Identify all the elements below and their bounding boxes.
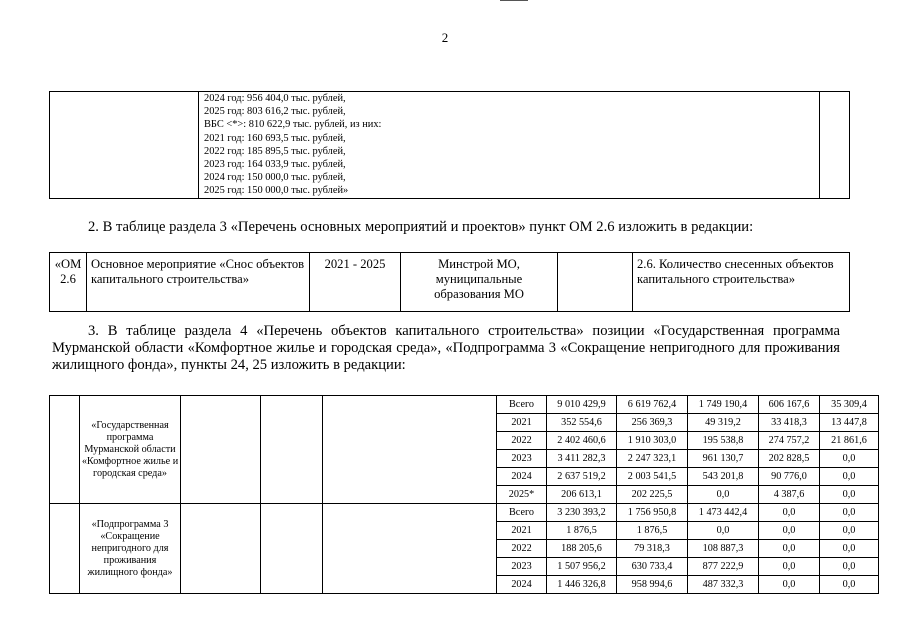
capital-year-cell: 2025* [497,486,547,504]
capital-value-cell: 487 332,3 [688,576,759,594]
paragraph-3 [52,323,840,374]
budget-table-text-cell [199,92,820,199]
capital-table-row [50,504,879,522]
capital-value-cell: 256 369,3 [617,414,688,432]
capital-value-cell: 6 619 762,4 [617,396,688,414]
budget-line: 2024 год: 150 000,0 тыс. рублей, [204,172,346,184]
budget-line: ВБС <*>: 810 622,9 тыс. рублей, из них: [204,119,382,131]
capital-year-cell: 2024 [497,576,547,594]
capital-year-cell: Всего [497,396,547,414]
capital-table [49,395,879,594]
capital-label-cell: «Государственная программа Мурманской области «Комфортное жилье и городская среда» [80,396,181,504]
capital-value-cell: 2 003 541,5 [617,468,688,486]
capital-empty-cell [261,396,323,504]
budget-line: 2021 год: 160 693,5 тыс. рублей, [204,132,346,144]
capital-value-cell: 0,0 [759,558,820,576]
capital-value-cell: 108 887,3 [688,540,759,558]
capital-value-cell: 3 230 393,2 [547,504,617,522]
capital-value-cell: 0,0 [820,576,879,594]
capital-value-cell: 79 318,3 [617,540,688,558]
om-period-cell: 2021 - 2025 [310,253,401,312]
capital-year-cell: 2023 [497,450,547,468]
capital-value-cell: 0,0 [820,450,879,468]
capital-value-cell: 1 473 442,4 [688,504,759,522]
capital-value-cell: 1 910 303,0 [617,432,688,450]
capital-empty-cell [181,396,261,504]
budget-table-right-cell [820,92,850,199]
capital-value-cell: 274 757,2 [759,432,820,450]
top-scan-mark [500,0,528,1]
capital-year-cell: 2021 [497,414,547,432]
om-table-row [50,253,850,312]
capital-value-cell: 35 309,4 [820,396,879,414]
capital-value-cell: 4 387,6 [759,486,820,504]
capital-value-cell: 0,0 [759,576,820,594]
capital-table-body [50,396,879,594]
capital-num-cell [50,504,80,594]
capital-year-cell: 2024 [497,468,547,486]
capital-value-cell: 958 994,6 [617,576,688,594]
capital-year-cell: Всего [497,504,547,522]
budget-line: 2025 год: 803 616,2 тыс. рублей, [204,106,346,118]
page-number: 2 [441,30,449,45]
capital-value-cell: 606 167,6 [759,396,820,414]
om-indicator-cell: 2.6. Количество снесенных объектов капитального строительства» [633,253,850,312]
capital-value-cell: 0,0 [688,522,759,540]
capital-value-cell: 352 554,6 [547,414,617,432]
capital-value-cell: 206 613,1 [547,486,617,504]
capital-value-cell: 0,0 [759,504,820,522]
budget-line: 2023 год: 164 033,9 тыс. рублей, [204,159,346,171]
capital-value-cell: 1 876,5 [547,522,617,540]
paragraph-3-text: 3. В таблице раздела 4 «Перечень объектов капитального строительства» позиции «Государственная программа Мурманской области «Комфортное жилье и городская среда», «Подпрограмма 3 «Сокращение непригодного для проживания жилищного фонда», пункты 24, 25 изложить в редакции: [52,323,840,373]
budget-line: 2022 год: 185 895,5 тыс. рублей, [204,145,346,157]
budget-line: 2024 год: 956 404,0 тыс. рублей, [204,93,346,104]
capital-value-cell: 90 776,0 [759,468,820,486]
capital-label-cell: «Подпрограмма 3 «Сокращение непригодного для проживания жилищного фонда» [80,504,181,594]
om-empty-cell [558,253,633,312]
capital-value-cell: 21 861,6 [820,432,879,450]
capital-value-cell: 188 205,6 [547,540,617,558]
capital-value-cell: 0,0 [820,468,879,486]
om-table [49,252,850,312]
capital-value-cell: 202 225,5 [617,486,688,504]
capital-value-cell: 2 637 519,2 [547,468,617,486]
capital-value-cell: 877 222,9 [688,558,759,576]
om-name-cell: Основное мероприятие «Снос объектов капитального строительства» [87,253,310,312]
capital-value-cell: 630 733,4 [617,558,688,576]
capital-value-cell: 202 828,5 [759,450,820,468]
capital-empty-cell [323,504,497,594]
budget-line: 2025 год: 150 000,0 тыс. рублей» [204,185,349,197]
capital-year-cell: 2021 [497,522,547,540]
capital-value-cell: 543 201,8 [688,468,759,486]
om-code-cell: «ОМ 2.6 [50,253,87,312]
budget-table [49,91,850,199]
capital-table-row [50,396,879,414]
om-executor-cell: Минстрой МО, муниципальные образования МО [401,253,558,312]
capital-value-cell: 33 418,3 [759,414,820,432]
capital-year-cell: 2023 [497,558,547,576]
capital-value-cell: 1 876,5 [617,522,688,540]
capital-value-cell: 0,0 [820,486,879,504]
capital-value-cell: 2 402 460,6 [547,432,617,450]
capital-value-cell: 3 411 282,3 [547,450,617,468]
capital-value-cell: 0,0 [820,504,879,522]
paragraph-2: 2. В таблице раздела 3 «Перечень основных мероприятий и проектов» пункт ОМ 2.6 изложить в редакции: [88,219,754,235]
capital-value-cell: 1 756 950,8 [617,504,688,522]
capital-value-cell: 2 247 323,1 [617,450,688,468]
capital-value-cell: 0,0 [688,486,759,504]
capital-year-cell: 2022 [497,540,547,558]
capital-value-cell: 961 130,7 [688,450,759,468]
budget-lines [204,92,819,198]
budget-table-left-cell [50,92,199,199]
capital-value-cell: 9 010 429,9 [547,396,617,414]
capital-value-cell: 0,0 [820,558,879,576]
capital-value-cell: 0,0 [759,522,820,540]
capital-empty-cell [261,504,323,594]
capital-value-cell: 0,0 [820,540,879,558]
capital-value-cell: 1 446 326,8 [547,576,617,594]
capital-value-cell: 0,0 [759,540,820,558]
capital-value-cell: 1 749 190,4 [688,396,759,414]
capital-value-cell: 195 538,8 [688,432,759,450]
capital-value-cell: 13 447,8 [820,414,879,432]
capital-num-cell [50,396,80,504]
capital-empty-cell [181,504,261,594]
capital-empty-cell [323,396,497,504]
capital-value-cell: 1 507 956,2 [547,558,617,576]
capital-value-cell: 0,0 [820,522,879,540]
capital-value-cell: 49 319,2 [688,414,759,432]
capital-year-cell: 2022 [497,432,547,450]
